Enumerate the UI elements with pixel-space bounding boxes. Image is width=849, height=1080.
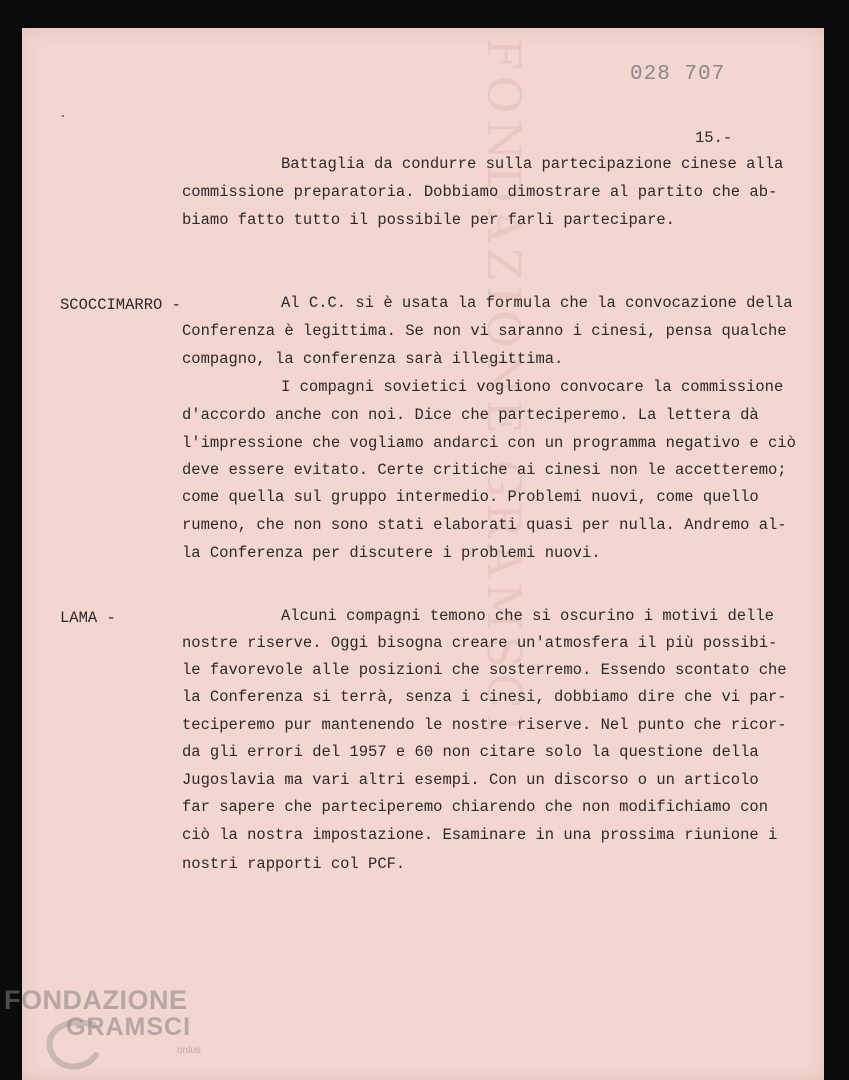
text-line: la Conferenza si terrà, senza i cinesi, dobbiamo dire che vi par- (182, 688, 787, 706)
fondazione-gramsci-logo (4, 985, 214, 1080)
text-line: come quella sul gruppo intermedio. Problemi nuovi, come quello (182, 488, 759, 506)
text-line: le favorevole alle posizioni che sosterremo. Essendo scontato che (182, 661, 787, 679)
page-number: 15.- (695, 129, 733, 147)
text-line: Battaglia da condurre sulla partecipazione cinese alla (281, 155, 784, 173)
text-line: l'impressione che vogliamo andarci con un programma negativo e ciò (182, 434, 796, 452)
text-line: la Conferenza per discutere i problemi nuovi. (182, 544, 601, 562)
text-line: teciperemo pur mantenendo le nostre riserve. Nel punto che ricor- (182, 716, 787, 734)
text-line: Conferenza è legittima. Se non vi saranno i cinesi, pensa qualche (182, 322, 787, 340)
text-line: Al C.C. si è usata la formula che la convocazione della (281, 294, 793, 312)
ink-speck (62, 115, 64, 117)
text-line: nostre riserve. Oggi bisogna creare un'atmosfera il più possibi- (182, 634, 778, 652)
logo-text-fondazione: FONDAZIONE (4, 985, 188, 1015)
text-line: I compagni sovietici vogliono convocare la commissione (281, 378, 784, 396)
text-line: Alcuni compagni temono che si oscurino i motivi delle (281, 607, 774, 625)
archive-watermark: FONDAZIONE GRAMSCI (477, 38, 531, 739)
text-line: rumeno, che non sono stati elaborati quasi per nulla. Andremo al- (182, 516, 787, 534)
text-line: commissione preparatoria. Dobbiamo dimostrare al partito che ab- (182, 183, 778, 201)
logo-text-gramsci: GRAMSCI (66, 1013, 192, 1041)
text-line: far sapere che parteciperemo chiarendo che non modifichiamo con (182, 798, 768, 816)
text-line: biamo fatto tutto il possibile per farli partecipare. (182, 211, 675, 229)
speaker-label: SCOCCIMARRO - (60, 296, 181, 314)
archive-code: 028 707 (630, 63, 726, 86)
text-line: da gli errori del 1957 e 60 non citare solo la questione della (182, 743, 759, 761)
text-line: compagno, la conferenza sarà illegittima. (182, 350, 564, 368)
speaker-label: LAMA - (60, 609, 116, 627)
text-line: deve essere evitato. Certe critiche ai cinesi non le accetteremo; (182, 461, 787, 479)
text-line: ciò la nostra impostazione. Esaminare in una prossima riunione i (182, 826, 778, 844)
text-line: d'accordo anche con noi. Dice che parteciperemo. La lettera dà (182, 406, 759, 424)
text-line: Jugoslavia ma vari altri esempi. Con un discorso o un articolo (182, 771, 759, 789)
logo-text-onlus: onlus (177, 1045, 201, 1056)
text-line: nostri rapporti col PCF. (182, 855, 406, 873)
